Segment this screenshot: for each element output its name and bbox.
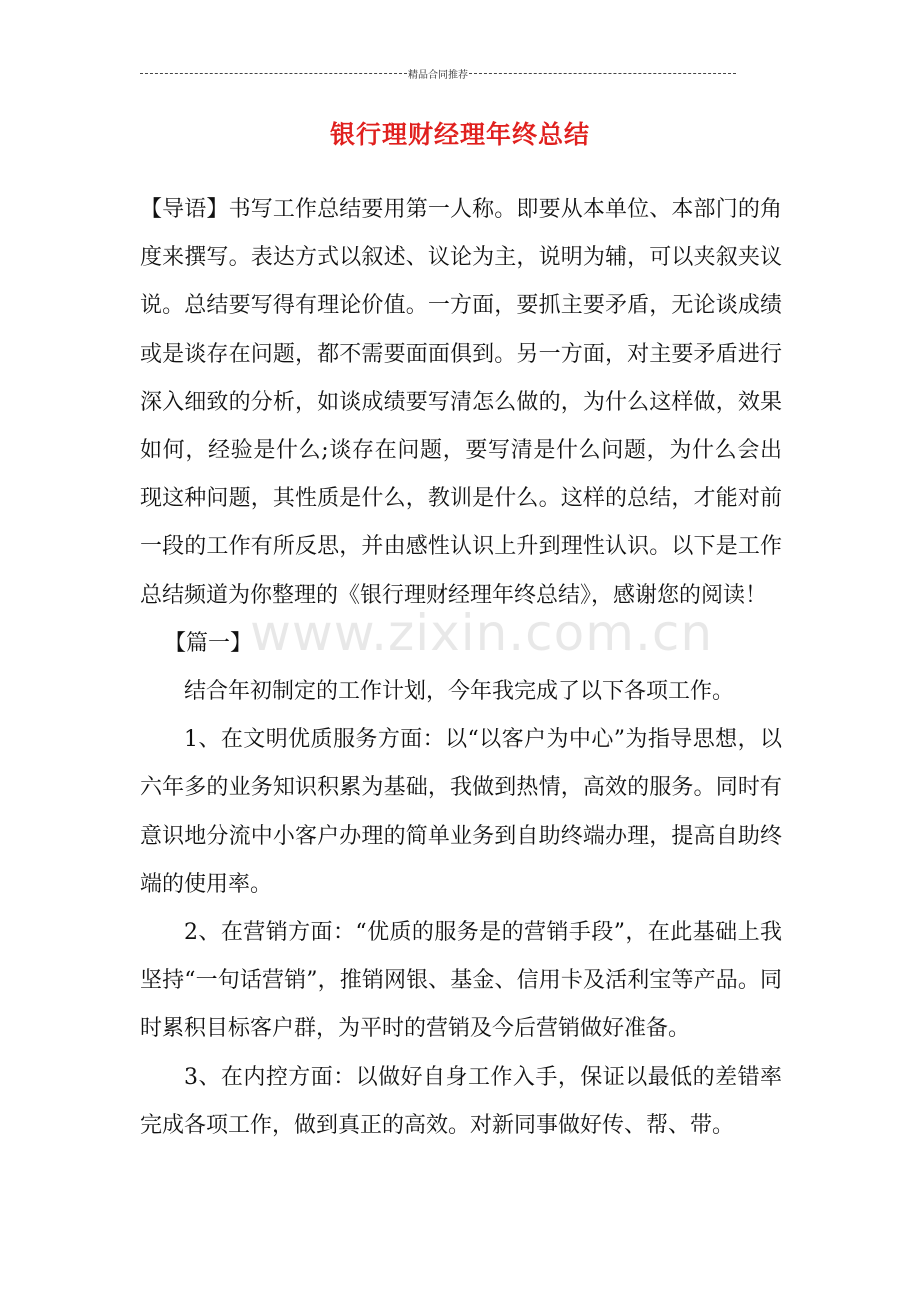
header-dash-left [140,73,407,74]
watermark: www.zixin.com.cn [250,604,714,662]
intro-paragraph: 【导语】书写工作总结要用第一人称。即要从本单位、本部门的角度来撰写。表达方式以叙述、议论为主，说明为辅，可以夹叙夹议说。总结要写得有理论价值。一方面，要抓主要矛盾，无论谈成绩或是谈存在问题，都不需要面面俱到。另一方面，对主要矛盾进行深入细致的分析，如谈成绩要写清怎么做的，为什么这样做，效果如何，经验是什么;谈存在问题，要写清是什么问题，为什么会出现这种问题，其性质是什么，教训是什么。这样的总结，才能对前一段的工作有所反思，并由感性认识上升到理性认识。以下是工作总结频道为你整理的《银行理财经理年终总结》，感谢您的阅读！ [140,197,782,608]
header-divider [140,66,736,80]
document-title: 银行理财经理年终总结 [329,120,590,149]
body-paragraph: 结合年初制定的工作计划，今年我完成了以下各项工作。 [184,679,735,705]
body-paragraph: 2、在营销方面：“优质的服务是的营销手段”，在此基础上我坚持“一句话营销”，推销网银、基金、信用卡及活利宝等产品。同时累积目标客户群，为平时的营销及今后营销做好准备。 [140,920,782,1042]
section-heading: 【篇一】 [164,630,253,656]
body-paragraph: 3、在内控方面：以做好自身工作入手，保证以最低的差错率完成各项工作，做到真正的高效。对新同事做好传、帮、带。 [140,1064,782,1138]
header-label: 精品合同推荐 [408,69,468,81]
header-dash-right [469,73,736,74]
document-body [140,186,782,1150]
body-paragraph: 1、在文明优质服务方面：以“以客户为中心”为指导思想，以六年多的业务知识积累为基础，我做到热情，高效的服务。同时有意识地分流中小客户办理的简单业务到自助终端办理，提高自助终端的使用率。 [140,727,782,897]
